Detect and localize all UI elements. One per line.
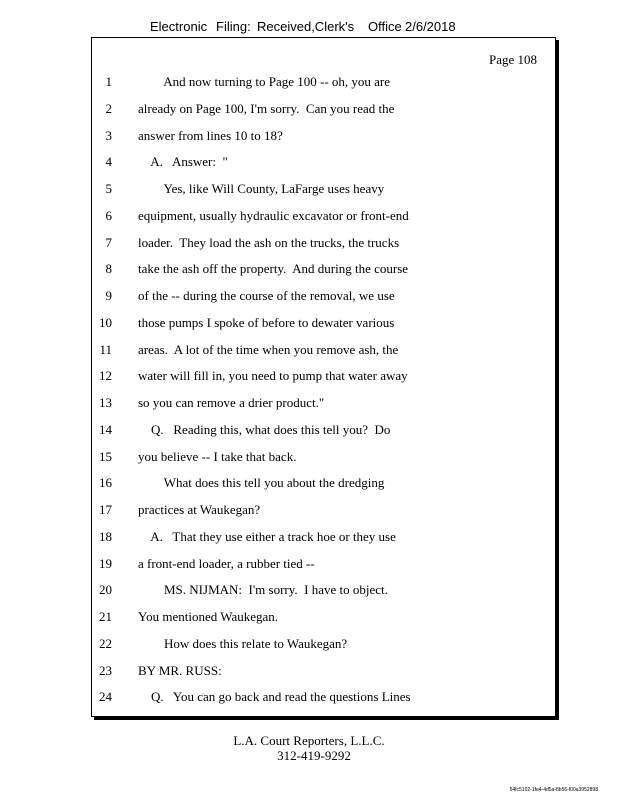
transcript-line — [92, 101, 555, 119]
document-id: 54fc5102-1fe4-4d5a-8b56-f00a3952898 — [509, 787, 598, 793]
transcript-page — [91, 37, 556, 717]
line-number: 15 — [99, 448, 112, 464]
line-text: How does this relate to Waukegan? — [138, 635, 348, 651]
line-text: answer from lines 10 to 18? — [138, 127, 283, 143]
transcript-line — [92, 235, 555, 253]
transcript-line — [92, 342, 555, 360]
transcript-line — [92, 609, 555, 627]
line-number: 14 — [99, 421, 112, 437]
line-text: already on Page 100, I'm sorry. Can you read the — [138, 100, 395, 116]
line-number: 11 — [99, 341, 112, 357]
line-text: And now turning to Page 100 -- oh, you are — [138, 74, 391, 89]
transcript-line — [92, 449, 555, 467]
line-text: loader. They load the ash on the trucks, the trucks — [138, 234, 400, 250]
filing-word-received-clerks: Received,Clerk's — [257, 19, 355, 34]
line-text: you believe -- I take that back. — [138, 448, 297, 464]
filing-date: 2/6/2018 — [405, 19, 456, 34]
transcript-line — [92, 368, 555, 386]
transcript-line — [92, 128, 555, 146]
line-text: so you can remove a drier product." — [138, 395, 325, 410]
line-number: 2 — [105, 100, 112, 116]
line-number: 17 — [99, 502, 112, 517]
line-number: 13 — [99, 395, 112, 410]
line-number: 5 — [105, 181, 112, 196]
reporter-firm: L.A. Court Reporters, L.L.C. — [233, 733, 385, 748]
transcript-line — [92, 636, 555, 654]
transcript-line — [92, 582, 555, 600]
line-text: Yes, like Will County, LaFarge uses heavy — [138, 181, 385, 196]
line-text: A. That they use either a track hoe or they use — [138, 528, 396, 544]
line-text: a front-end loader, a rubber tied -- — [138, 555, 315, 571]
line-number: 6 — [105, 207, 112, 223]
line-number: 23 — [99, 662, 112, 678]
line-number: 12 — [99, 368, 112, 384]
line-number: 16 — [99, 475, 112, 491]
transcript-line — [92, 556, 555, 574]
line-number: 10 — [99, 314, 112, 330]
filing-word-electronic: Electronic — [150, 19, 208, 34]
line-text: of the -- during the course of the removal, we use — [138, 288, 395, 303]
transcript-line — [92, 689, 555, 707]
line-text: equipment, usually hydraulic excavator or front-end — [138, 207, 409, 223]
line-number: 21 — [99, 609, 112, 624]
line-number: 24 — [99, 689, 112, 705]
line-text: A. Answer: " — [138, 154, 228, 170]
line-text: water will fill in, you need to pump that water away — [138, 368, 408, 384]
transcript-line — [92, 663, 555, 681]
transcript-line — [92, 154, 555, 172]
transcript-line — [92, 261, 555, 279]
line-number: 22 — [99, 635, 112, 651]
transcript-line — [92, 422, 555, 440]
line-number: 8 — [105, 261, 112, 277]
line-text: What does this tell you about the dredging — [138, 475, 385, 491]
page-number: Page 108 — [488, 52, 537, 67]
transcript-line — [92, 502, 555, 520]
transcript-line — [92, 181, 555, 199]
line-text: Q. Reading this, what does this tell you? Do — [138, 421, 391, 437]
transcript-line — [92, 208, 555, 226]
line-number: 3 — [105, 127, 112, 143]
line-number: 4 — [105, 154, 112, 170]
line-number: 19 — [99, 555, 112, 571]
transcript-line — [92, 288, 555, 306]
line-number: 20 — [99, 582, 112, 598]
filing-word-office: Office — [368, 19, 402, 34]
line-number: 18 — [99, 528, 112, 544]
filing-word-filing: Filing: — [216, 19, 251, 34]
line-text: MS. NIJMAN: I'm sorry. I have to object. — [138, 582, 388, 598]
reporter-phone: 312-419-9292 — [277, 748, 351, 763]
line-text: Q. You can go back and read the questions Lines — [138, 689, 411, 705]
transcript-line — [92, 74, 555, 92]
line-text: You mentioned Waukegan. — [138, 609, 279, 624]
transcript-line — [92, 395, 555, 413]
line-number: 9 — [105, 288, 112, 303]
transcript-line — [92, 475, 555, 493]
line-text: those pumps I spoke of before to dewater various — [138, 314, 395, 330]
transcript-line — [92, 529, 555, 547]
filing-header — [0, 19, 618, 35]
line-number: 7 — [105, 234, 112, 250]
transcript-line — [92, 315, 555, 333]
line-text: BY MR. RUSS: — [138, 662, 222, 678]
line-text: areas. A lot of the time when you remove ash, the — [138, 341, 399, 357]
line-text: practices at Waukegan? — [138, 502, 261, 517]
line-number: 1 — [105, 74, 112, 89]
line-text: take the ash off the property. And during the course — [138, 261, 409, 277]
